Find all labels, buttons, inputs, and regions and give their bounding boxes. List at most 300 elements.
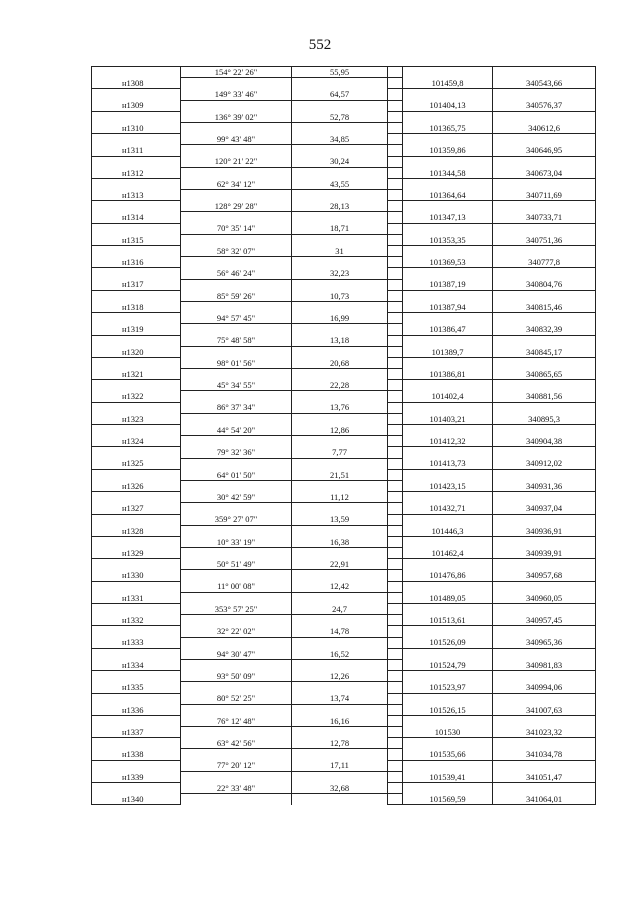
- x-cell: [403, 156, 493, 167]
- angle-cell: [181, 682, 292, 693]
- length-cell: [292, 324, 388, 335]
- length-cell: [292, 480, 388, 491]
- separator-cell: [388, 514, 403, 525]
- x-cell: [403, 134, 493, 145]
- length-cell: [292, 659, 388, 670]
- point-row: [92, 122, 596, 133]
- segment-row: [92, 693, 596, 704]
- length-cell: 16,38: [292, 536, 388, 547]
- x-cell: 101403,21: [403, 413, 493, 424]
- length-cell: [292, 413, 388, 424]
- x-cell: 101386,47: [403, 324, 493, 335]
- point-row: [92, 369, 596, 380]
- x-cell: 101404,13: [403, 100, 493, 111]
- angle-cell: 120° 21' 22": [181, 156, 292, 167]
- length-cell: 21,51: [292, 469, 388, 480]
- point-cell: [92, 626, 181, 637]
- length-cell: 64,57: [292, 89, 388, 100]
- angle-cell: [181, 771, 292, 782]
- angle-cell: 76° 12' 48": [181, 715, 292, 726]
- point-cell: [92, 760, 181, 771]
- point-cell: н1314: [92, 212, 181, 223]
- length-cell: [292, 727, 388, 738]
- angle-cell: [181, 190, 292, 201]
- point-row: [92, 503, 596, 514]
- length-cell: [292, 346, 388, 357]
- y-cell: 340865,65: [493, 369, 596, 380]
- point-cell: [92, 447, 181, 458]
- angle-cell: [181, 548, 292, 559]
- length-cell: 31: [292, 246, 388, 257]
- x-cell: 101524,79: [403, 659, 493, 670]
- point-cell: [92, 201, 181, 212]
- angle-cell: [181, 615, 292, 626]
- point-cell: [92, 156, 181, 167]
- point-cell: н1336: [92, 704, 181, 715]
- point-cell: н1316: [92, 257, 181, 268]
- x-cell: 101535,66: [403, 749, 493, 760]
- angle-cell: 359° 27' 07": [181, 514, 292, 525]
- point-cell: [92, 67, 181, 78]
- segment-row: [92, 738, 596, 749]
- angle-cell: 79° 32' 36": [181, 447, 292, 458]
- angle-cell: [181, 704, 292, 715]
- y-cell: 340832,39: [493, 324, 596, 335]
- length-cell: 43,55: [292, 178, 388, 189]
- length-cell: [292, 592, 388, 603]
- point-row: [92, 749, 596, 760]
- point-cell: [92, 357, 181, 368]
- separator-cell: [388, 134, 403, 145]
- y-cell: 340994,06: [493, 682, 596, 693]
- separator-cell: [388, 715, 403, 726]
- angle-cell: [181, 234, 292, 245]
- length-cell: [292, 436, 388, 447]
- x-cell: [403, 380, 493, 391]
- angle-cell: 45° 34' 55": [181, 380, 292, 391]
- y-cell: [493, 492, 596, 503]
- point-cell: [92, 648, 181, 659]
- y-cell: [493, 178, 596, 189]
- segment-row: [92, 447, 596, 458]
- point-cell: [92, 581, 181, 592]
- point-cell: н1310: [92, 122, 181, 133]
- y-cell: 340931,36: [493, 480, 596, 491]
- length-cell: 14,78: [292, 626, 388, 637]
- point-row: [92, 548, 596, 559]
- x-cell: 101347,13: [403, 212, 493, 223]
- separator-cell: [388, 738, 403, 749]
- length-cell: 7,77: [292, 447, 388, 458]
- x-cell: [403, 246, 493, 257]
- point-cell: [92, 514, 181, 525]
- point-row: [92, 525, 596, 536]
- length-cell: 18,71: [292, 223, 388, 234]
- angle-cell: [181, 413, 292, 424]
- coordinates-table: [91, 66, 596, 805]
- separator-cell: [388, 794, 403, 805]
- separator-cell: [388, 357, 403, 368]
- y-cell: 340895,3: [493, 413, 596, 424]
- y-cell: [493, 604, 596, 615]
- separator-cell: [388, 178, 403, 189]
- length-cell: 12,42: [292, 581, 388, 592]
- point-cell: [92, 134, 181, 145]
- segment-row: [92, 290, 596, 301]
- separator-cell: [388, 604, 403, 615]
- y-cell: [493, 156, 596, 167]
- segment-row: [92, 67, 596, 78]
- length-cell: 12,78: [292, 738, 388, 749]
- y-cell: 340981,83: [493, 659, 596, 670]
- point-cell: [92, 402, 181, 413]
- angle-cell: [181, 592, 292, 603]
- angle-cell: [181, 458, 292, 469]
- y-cell: 340646,95: [493, 145, 596, 156]
- point-row: [92, 279, 596, 290]
- point-cell: н1328: [92, 525, 181, 536]
- length-cell: [292, 100, 388, 111]
- separator-cell: [388, 783, 403, 794]
- angle-cell: [181, 525, 292, 536]
- angle-cell: [181, 369, 292, 380]
- segment-row: [92, 156, 596, 167]
- y-cell: [493, 783, 596, 794]
- point-row: [92, 234, 596, 245]
- length-cell: 13,76: [292, 402, 388, 413]
- y-cell: [493, 693, 596, 704]
- length-cell: [292, 78, 388, 89]
- point-row: [92, 212, 596, 223]
- x-cell: [403, 469, 493, 480]
- x-cell: [403, 648, 493, 659]
- segment-row: [92, 223, 596, 234]
- point-cell: [92, 223, 181, 234]
- point-cell: [92, 536, 181, 547]
- y-cell: 340751,36: [493, 234, 596, 245]
- x-cell: 101387,94: [403, 301, 493, 312]
- x-cell: 101344,58: [403, 167, 493, 178]
- segment-row: [92, 514, 596, 525]
- x-cell: 101369,53: [403, 257, 493, 268]
- x-cell: [403, 402, 493, 413]
- angle-cell: 30° 42' 59": [181, 492, 292, 503]
- length-cell: [292, 391, 388, 402]
- separator-cell: [388, 301, 403, 312]
- y-cell: [493, 581, 596, 592]
- angle-cell: 93° 50' 09": [181, 671, 292, 682]
- angle-cell: 75° 48' 58": [181, 335, 292, 346]
- point-row: [92, 145, 596, 156]
- y-cell: 340815,46: [493, 301, 596, 312]
- length-cell: 30,24: [292, 156, 388, 167]
- point-cell: [92, 492, 181, 503]
- length-cell: [292, 637, 388, 648]
- separator-cell: [388, 279, 403, 290]
- length-cell: 12,26: [292, 671, 388, 682]
- separator-cell: [388, 122, 403, 133]
- point-cell: н1317: [92, 279, 181, 290]
- length-cell: 32,23: [292, 268, 388, 279]
- angle-cell: 86° 37' 34": [181, 402, 292, 413]
- y-cell: [493, 447, 596, 458]
- y-cell: [493, 626, 596, 637]
- point-cell: [92, 783, 181, 794]
- y-cell: [493, 671, 596, 682]
- x-cell: 101539,41: [403, 771, 493, 782]
- point-row: [92, 391, 596, 402]
- separator-cell: [388, 536, 403, 547]
- separator-cell: [388, 201, 403, 212]
- x-cell: [403, 313, 493, 324]
- angle-cell: 98° 01' 56": [181, 357, 292, 368]
- angle-cell: [181, 480, 292, 491]
- angle-cell: [181, 659, 292, 670]
- separator-cell: [388, 615, 403, 626]
- angle-cell: 56° 46' 24": [181, 268, 292, 279]
- segment-row: [92, 783, 596, 794]
- point-row: [92, 190, 596, 201]
- length-cell: [292, 615, 388, 626]
- angle-cell: [181, 436, 292, 447]
- point-row: [92, 324, 596, 335]
- angle-cell: 128° 29' 28": [181, 201, 292, 212]
- x-cell: 101353,35: [403, 234, 493, 245]
- x-cell: [403, 223, 493, 234]
- x-cell: 101386,81: [403, 369, 493, 380]
- y-cell: [493, 514, 596, 525]
- point-cell: [92, 380, 181, 391]
- y-cell: [493, 67, 596, 78]
- x-cell: 101432,71: [403, 503, 493, 514]
- x-cell: [403, 290, 493, 301]
- x-cell: 101523,97: [403, 682, 493, 693]
- point-cell: н1333: [92, 637, 181, 648]
- segment-row: [92, 134, 596, 145]
- separator-cell: [388, 749, 403, 760]
- angle-cell: [181, 78, 292, 89]
- point-cell: [92, 246, 181, 257]
- separator-cell: [388, 693, 403, 704]
- point-cell: [92, 738, 181, 749]
- point-cell: [92, 178, 181, 189]
- separator-cell: [388, 290, 403, 301]
- separator-cell: [388, 335, 403, 346]
- y-cell: [493, 559, 596, 570]
- angle-cell: 77° 20' 12": [181, 760, 292, 771]
- separator-cell: [388, 89, 403, 100]
- separator-cell: [388, 257, 403, 268]
- x-cell: 101413,73: [403, 458, 493, 469]
- x-cell: [403, 514, 493, 525]
- point-cell: [92, 268, 181, 279]
- point-row: [92, 436, 596, 447]
- angle-cell: 85° 59' 26": [181, 290, 292, 301]
- point-cell: н1340: [92, 794, 181, 805]
- y-cell: 340937,04: [493, 503, 596, 514]
- separator-cell: [388, 190, 403, 201]
- length-cell: 52,78: [292, 111, 388, 122]
- page-number: 552: [308, 37, 332, 53]
- length-cell: 16,16: [292, 715, 388, 726]
- point-row: [92, 301, 596, 312]
- length-cell: [292, 369, 388, 380]
- x-cell: [403, 671, 493, 682]
- separator-cell: [388, 525, 403, 536]
- segment-row: [92, 111, 596, 122]
- point-cell: [92, 290, 181, 301]
- length-cell: 11,12: [292, 492, 388, 503]
- x-cell: 101526,15: [403, 704, 493, 715]
- point-cell: [92, 693, 181, 704]
- x-cell: 101359,86: [403, 145, 493, 156]
- segment-row: [92, 380, 596, 391]
- x-cell: [403, 738, 493, 749]
- y-cell: 340957,45: [493, 615, 596, 626]
- point-cell: н1339: [92, 771, 181, 782]
- separator-cell: [388, 223, 403, 234]
- point-row: [92, 480, 596, 491]
- separator-cell: [388, 637, 403, 648]
- y-cell: [493, 246, 596, 257]
- point-cell: н1322: [92, 391, 181, 402]
- length-cell: [292, 458, 388, 469]
- point-row: [92, 659, 596, 670]
- segment-row: [92, 604, 596, 615]
- separator-cell: [388, 111, 403, 122]
- x-cell: [403, 536, 493, 547]
- y-cell: [493, 335, 596, 346]
- y-cell: 340881,56: [493, 391, 596, 402]
- y-cell: 340612,6: [493, 122, 596, 133]
- separator-cell: [388, 480, 403, 491]
- separator-cell: [388, 380, 403, 391]
- segment-row: [92, 626, 596, 637]
- y-cell: 340711,69: [493, 190, 596, 201]
- point-cell: [92, 335, 181, 346]
- x-cell: [403, 67, 493, 78]
- point-cell: н1315: [92, 234, 181, 245]
- separator-cell: [388, 402, 403, 413]
- y-cell: 340673,04: [493, 167, 596, 178]
- length-cell: 34,85: [292, 134, 388, 145]
- x-cell: 101387,19: [403, 279, 493, 290]
- separator-cell: [388, 682, 403, 693]
- length-cell: 13,18: [292, 335, 388, 346]
- segment-row: [92, 715, 596, 726]
- segment-row: [92, 335, 596, 346]
- segment-row: [92, 246, 596, 257]
- point-cell: [92, 469, 181, 480]
- angle-cell: 70° 35' 14": [181, 223, 292, 234]
- x-cell: 101462,4: [403, 548, 493, 559]
- y-cell: [493, 89, 596, 100]
- length-cell: [292, 704, 388, 715]
- point-row: [92, 78, 596, 89]
- segment-row: [92, 648, 596, 659]
- point-cell: н1311: [92, 145, 181, 156]
- angle-cell: [181, 279, 292, 290]
- x-cell: 101402,4: [403, 391, 493, 402]
- segment-row: [92, 760, 596, 771]
- y-cell: [493, 469, 596, 480]
- separator-cell: [388, 727, 403, 738]
- length-cell: 32,68: [292, 783, 388, 794]
- length-cell: [292, 257, 388, 268]
- separator-cell: [388, 346, 403, 357]
- separator-cell: [388, 145, 403, 156]
- separator-cell: [388, 659, 403, 670]
- segment-row: [92, 425, 596, 436]
- length-cell: [292, 234, 388, 245]
- x-cell: [403, 111, 493, 122]
- segment-row: [92, 492, 596, 503]
- x-cell: [403, 559, 493, 570]
- y-cell: [493, 111, 596, 122]
- length-cell: 28,13: [292, 201, 388, 212]
- separator-cell: [388, 592, 403, 603]
- separator-cell: [388, 503, 403, 514]
- length-cell: [292, 167, 388, 178]
- y-cell: 341064,01: [493, 794, 596, 805]
- y-cell: 340543,66: [493, 78, 596, 89]
- point-cell: [92, 425, 181, 436]
- segment-row: [92, 313, 596, 324]
- segment-row: [92, 268, 596, 279]
- length-cell: 16,99: [292, 313, 388, 324]
- length-cell: [292, 212, 388, 223]
- point-cell: [92, 715, 181, 726]
- angle-cell: [181, 100, 292, 111]
- separator-cell: [388, 167, 403, 178]
- x-cell: [403, 626, 493, 637]
- y-cell: [493, 425, 596, 436]
- x-cell: [403, 425, 493, 436]
- x-cell: 101365,75: [403, 122, 493, 133]
- point-row: [92, 771, 596, 782]
- separator-cell: [388, 458, 403, 469]
- separator-cell: [388, 413, 403, 424]
- separator-cell: [388, 313, 403, 324]
- point-cell: н1334: [92, 659, 181, 670]
- x-cell: 101412,32: [403, 436, 493, 447]
- segment-row: [92, 402, 596, 413]
- segment-row: [92, 89, 596, 100]
- point-row: [92, 167, 596, 178]
- y-cell: 340960,05: [493, 592, 596, 603]
- point-row: [92, 615, 596, 626]
- separator-cell: [388, 67, 403, 78]
- x-cell: [403, 604, 493, 615]
- y-cell: [493, 648, 596, 659]
- y-cell: [493, 536, 596, 547]
- separator-cell: [388, 212, 403, 223]
- point-cell: н1312: [92, 167, 181, 178]
- length-cell: 24,7: [292, 604, 388, 615]
- point-row: [92, 346, 596, 357]
- point-cell: н1318: [92, 301, 181, 312]
- separator-cell: [388, 369, 403, 380]
- x-cell: [403, 760, 493, 771]
- separator-cell: [388, 447, 403, 458]
- segment-row: [92, 201, 596, 212]
- separator-cell: [388, 492, 403, 503]
- length-cell: [292, 122, 388, 133]
- separator-cell: [388, 626, 403, 637]
- angle-cell: [181, 503, 292, 514]
- segment-row: [92, 559, 596, 570]
- y-cell: 340845,17: [493, 346, 596, 357]
